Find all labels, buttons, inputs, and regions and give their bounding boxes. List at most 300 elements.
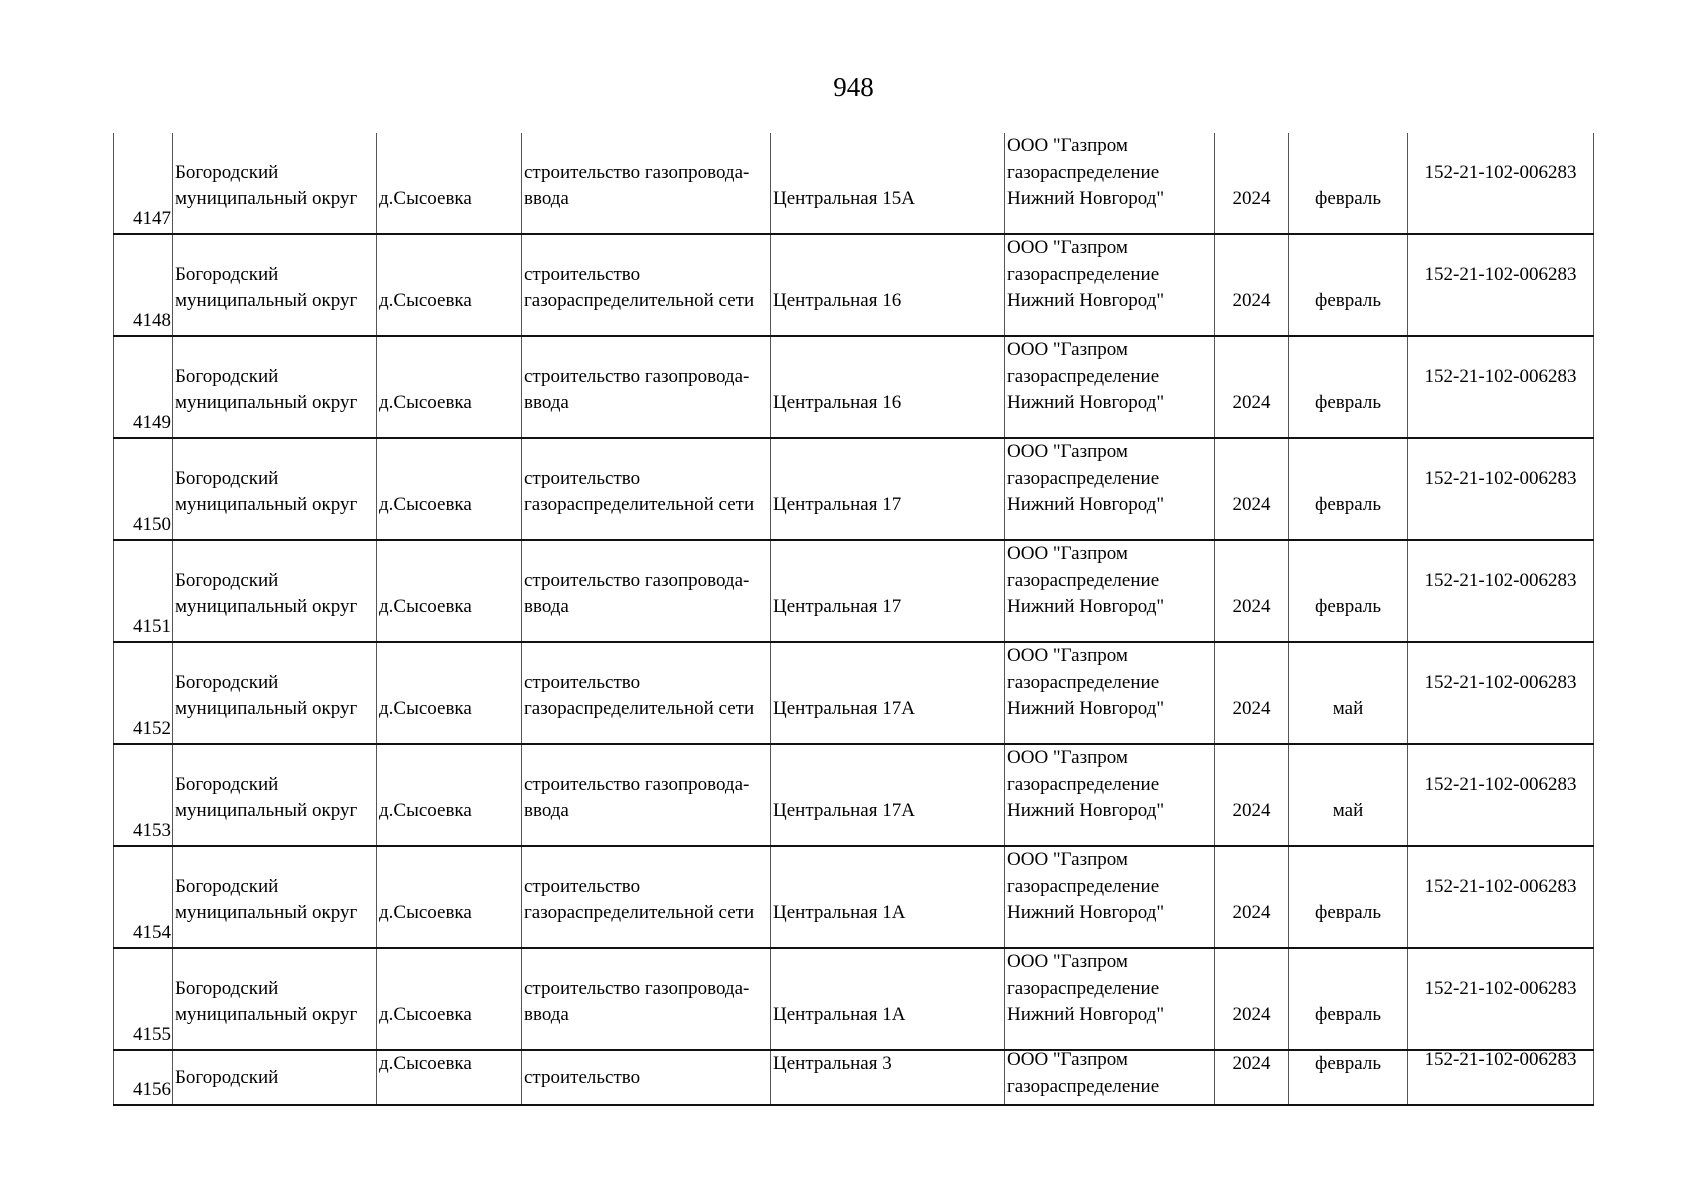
district-cell-line: Богородский bbox=[175, 263, 279, 285]
district-cell-line: муниципальный округ bbox=[175, 290, 358, 312]
code-cell-line: 152-21-102-006283 bbox=[1424, 773, 1577, 795]
street-cell-line: Центральная 15А bbox=[773, 188, 915, 210]
month-cell bbox=[1288, 235, 1407, 335]
district-cell-line: Богородский bbox=[175, 365, 279, 387]
year-cell-text bbox=[1217, 594, 1286, 621]
table-row bbox=[113, 949, 1594, 1051]
work-type-cell-line: строительство газопровода- bbox=[524, 773, 750, 795]
organization-cell bbox=[1004, 235, 1214, 335]
organization-cell-line: Нижний Новгород" bbox=[1007, 392, 1165, 414]
organization-cell-text bbox=[1007, 643, 1212, 723]
street-cell-line: Центральная 17 bbox=[773, 494, 902, 516]
month-cell-text bbox=[1291, 696, 1405, 723]
village-cell-line: д.Сысоевка bbox=[379, 698, 472, 720]
work-type-cell-text bbox=[524, 262, 768, 315]
district-cell-text bbox=[175, 772, 374, 825]
year-cell bbox=[1214, 439, 1288, 539]
code-cell bbox=[1407, 1051, 1594, 1104]
code-cell bbox=[1407, 235, 1594, 335]
row-number-text bbox=[116, 410, 171, 437]
row-number-line: 4156 bbox=[133, 1079, 171, 1101]
code-cell bbox=[1407, 745, 1594, 845]
month-cell-text bbox=[1291, 798, 1405, 825]
work-type-cell-text bbox=[524, 568, 768, 621]
code-cell-line: 152-21-102-006283 bbox=[1424, 365, 1577, 387]
work-type-cell-text bbox=[524, 670, 768, 723]
work-type-cell-line: ввода bbox=[524, 188, 569, 210]
district-cell-line: муниципальный округ bbox=[175, 800, 358, 822]
row-number-text bbox=[116, 512, 171, 539]
year-cell bbox=[1214, 949, 1288, 1049]
code-cell-text bbox=[1410, 262, 1591, 289]
work-type-cell-line: строительство bbox=[524, 671, 641, 693]
village-cell-line: д.Сысоевка bbox=[379, 800, 472, 822]
month-cell bbox=[1288, 439, 1407, 539]
street-cell-line: Центральная 3 bbox=[773, 1053, 892, 1074]
street-cell-line: Центральная 16 bbox=[773, 392, 902, 414]
district-cell-line: Богородский bbox=[175, 569, 279, 591]
organization-cell-line: Нижний Новгород" bbox=[1007, 596, 1165, 618]
row-number bbox=[113, 1051, 172, 1104]
street-cell bbox=[770, 235, 1004, 335]
code-cell-line: 152-21-102-006283 bbox=[1424, 161, 1577, 183]
year-cell bbox=[1214, 235, 1288, 335]
organization-cell-line: газораспределение bbox=[1007, 773, 1160, 795]
work-type-cell-line: ввода bbox=[524, 1004, 569, 1026]
district-cell bbox=[172, 541, 376, 641]
work-type-cell-line: строительство газопровода- bbox=[524, 365, 750, 387]
district-cell-line: муниципальный округ bbox=[175, 1004, 358, 1026]
month-cell-text bbox=[1291, 900, 1405, 927]
year-cell-text bbox=[1217, 900, 1286, 927]
district-cell-line: муниципальный округ bbox=[175, 698, 358, 720]
street-cell-line: Центральная 16 bbox=[773, 290, 902, 312]
row-number-line: 4155 bbox=[133, 1024, 171, 1046]
village-cell-line: д.Сысоевка bbox=[379, 902, 472, 924]
row-number-line: 4149 bbox=[133, 412, 171, 434]
code-cell-line: 152-21-102-006283 bbox=[1424, 467, 1577, 489]
organization-cell bbox=[1004, 949, 1214, 1049]
month-cell bbox=[1288, 643, 1407, 743]
district-cell-line: Богородский bbox=[175, 977, 279, 999]
row-number-line: 4147 bbox=[133, 208, 171, 230]
organization-cell-line: газораспределение bbox=[1007, 569, 1160, 591]
organization-cell-text bbox=[1007, 439, 1212, 519]
month-cell-line: февраль bbox=[1315, 188, 1381, 210]
district-cell-line: муниципальный округ bbox=[175, 392, 358, 414]
month-cell-text bbox=[1291, 1002, 1405, 1029]
village-cell bbox=[376, 745, 521, 845]
code-cell bbox=[1407, 643, 1594, 743]
street-cell bbox=[770, 133, 1004, 233]
district-cell-line: Богородский bbox=[175, 467, 279, 489]
work-type-cell-text bbox=[524, 364, 768, 417]
district-cell-line: Богородский bbox=[175, 773, 279, 795]
village-cell bbox=[376, 439, 521, 539]
work-type-cell bbox=[521, 337, 770, 437]
code-cell-text bbox=[1410, 160, 1591, 187]
street-cell-line: Центральная 17А bbox=[773, 698, 915, 720]
year-cell bbox=[1214, 745, 1288, 845]
year-cell bbox=[1214, 337, 1288, 437]
year-cell-text bbox=[1217, 1051, 1286, 1078]
month-cell-line: февраль bbox=[1315, 596, 1381, 618]
year-cell-line: 2024 bbox=[1232, 1004, 1271, 1026]
village-cell-text bbox=[379, 492, 519, 519]
street-cell-text bbox=[773, 696, 1002, 723]
street-cell-text bbox=[773, 288, 1002, 315]
row-number-text bbox=[116, 920, 171, 947]
district-cell-line: муниципальный округ bbox=[175, 902, 358, 924]
row-number bbox=[113, 745, 172, 845]
month-cell bbox=[1288, 541, 1407, 641]
row-number bbox=[113, 847, 172, 947]
village-cell-text bbox=[379, 594, 519, 621]
organization-cell-line: газораспределение bbox=[1007, 161, 1160, 183]
organization-cell-text bbox=[1007, 847, 1212, 927]
work-type-cell bbox=[521, 949, 770, 1049]
village-cell-line: д.Сысоевка bbox=[379, 1053, 472, 1074]
row-number-line: 4150 bbox=[133, 514, 171, 536]
row-number bbox=[113, 541, 172, 641]
district-cell-text bbox=[175, 1065, 374, 1092]
year-cell-line: 2024 bbox=[1232, 392, 1271, 414]
row-number-line: 4151 bbox=[133, 616, 171, 638]
district-cell-text bbox=[175, 976, 374, 1029]
organization-cell-line: газораспределение bbox=[1007, 365, 1160, 387]
month-cell bbox=[1288, 847, 1407, 947]
row-number-text bbox=[116, 1022, 171, 1049]
street-cell bbox=[770, 337, 1004, 437]
organization-cell-line: Нижний Новгород" bbox=[1007, 290, 1165, 312]
organization-cell-line: ООО "Газпром bbox=[1007, 849, 1128, 870]
street-cell-line: Центральная 1А bbox=[773, 902, 906, 924]
work-type-cell bbox=[521, 1051, 770, 1104]
street-cell-line: Центральная 17 bbox=[773, 596, 902, 618]
year-cell bbox=[1214, 1051, 1288, 1104]
work-type-cell-line: газораспределительной сети bbox=[524, 494, 755, 516]
organization-cell bbox=[1004, 439, 1214, 539]
month-cell-line: февраль bbox=[1315, 1004, 1381, 1026]
code-cell-text bbox=[1410, 976, 1591, 1003]
organization-cell-line: Нижний Новгород" bbox=[1007, 902, 1165, 924]
street-cell-line: Центральная 17А bbox=[773, 800, 915, 822]
month-cell bbox=[1288, 133, 1407, 233]
district-cell bbox=[172, 1051, 376, 1104]
village-cell-text bbox=[379, 390, 519, 417]
year-cell-text bbox=[1217, 390, 1286, 417]
street-cell-text bbox=[773, 492, 1002, 519]
village-cell-text bbox=[379, 288, 519, 315]
district-cell-line: Богородский bbox=[175, 161, 279, 183]
row-number bbox=[113, 235, 172, 335]
year-cell-text bbox=[1217, 798, 1286, 825]
work-type-cell-text bbox=[524, 160, 768, 213]
village-cell-line: д.Сысоевка bbox=[379, 596, 472, 618]
work-type-cell-line: строительство bbox=[524, 467, 641, 489]
street-cell bbox=[770, 541, 1004, 641]
row-number-line: 4153 bbox=[133, 820, 171, 842]
year-cell-text bbox=[1217, 1002, 1286, 1029]
row-number bbox=[113, 439, 172, 539]
row-number bbox=[113, 337, 172, 437]
organization-cell bbox=[1004, 1051, 1214, 1104]
work-type-cell-line: газораспределительной сети bbox=[524, 290, 755, 312]
year-cell bbox=[1214, 133, 1288, 233]
street-cell bbox=[770, 949, 1004, 1049]
organization-cell-text bbox=[1007, 541, 1212, 621]
row-number-line: 4152 bbox=[133, 718, 171, 740]
row-number bbox=[113, 133, 172, 233]
table-row bbox=[113, 1051, 1594, 1106]
street-cell-line: Центральная 1А bbox=[773, 1004, 906, 1026]
work-type-cell-line: строительство bbox=[524, 263, 641, 285]
row-number-text bbox=[116, 206, 171, 233]
street-cell-text bbox=[773, 1051, 1002, 1078]
work-type-cell bbox=[521, 745, 770, 845]
district-cell bbox=[172, 133, 376, 233]
village-cell-text bbox=[379, 186, 519, 213]
year-cell-line: 2024 bbox=[1232, 902, 1271, 924]
table-row bbox=[113, 133, 1594, 235]
month-cell-line: февраль bbox=[1315, 392, 1381, 414]
organization-cell-line: газораспределение bbox=[1007, 1075, 1160, 1097]
organization-cell-line: газораспределение bbox=[1007, 977, 1160, 999]
code-cell-text bbox=[1410, 670, 1591, 697]
month-cell-line: февраль bbox=[1315, 494, 1381, 516]
table-row bbox=[113, 439, 1594, 541]
district-cell-line: Богородский bbox=[175, 875, 279, 897]
organization-cell-line: Нижний Новгород" bbox=[1007, 188, 1165, 210]
street-cell-text bbox=[773, 900, 1002, 927]
year-cell bbox=[1214, 643, 1288, 743]
row-number-text bbox=[116, 818, 171, 845]
organization-cell-line: ООО "Газпром bbox=[1007, 441, 1128, 462]
work-type-cell bbox=[521, 643, 770, 743]
month-cell-text bbox=[1291, 492, 1405, 519]
organization-cell-line: ООО "Газпром bbox=[1007, 339, 1128, 360]
organization-cell-line: газораспределение bbox=[1007, 875, 1160, 897]
code-cell bbox=[1407, 847, 1594, 947]
village-cell bbox=[376, 1051, 521, 1104]
code-cell bbox=[1407, 337, 1594, 437]
organization-cell-text bbox=[1007, 337, 1212, 417]
organization-cell-line: ООО "Газпром bbox=[1007, 543, 1128, 564]
work-type-cell-line: строительство bbox=[524, 875, 641, 897]
village-cell-line: д.Сысоевка bbox=[379, 188, 472, 210]
table-row bbox=[113, 643, 1594, 745]
table-row bbox=[113, 337, 1594, 439]
code-cell-text bbox=[1410, 874, 1591, 901]
organization-cell-line: ООО "Газпром bbox=[1007, 747, 1128, 768]
district-cell-line: Богородский bbox=[175, 671, 279, 693]
organization-cell-text bbox=[1007, 745, 1212, 825]
year-cell-line: 2024 bbox=[1232, 188, 1271, 210]
table-row bbox=[113, 541, 1594, 643]
organization-cell bbox=[1004, 643, 1214, 743]
month-cell-text bbox=[1291, 594, 1405, 621]
district-cell bbox=[172, 745, 376, 845]
table-row bbox=[113, 745, 1594, 847]
organization-cell-line: ООО "Газпром bbox=[1007, 237, 1128, 258]
organization-cell-line: ООО "Газпром bbox=[1007, 1051, 1128, 1070]
organization-cell-text bbox=[1007, 1051, 1212, 1100]
year-cell-line: 2024 bbox=[1232, 698, 1271, 720]
code-cell bbox=[1407, 439, 1594, 539]
month-cell-line: май bbox=[1332, 698, 1364, 720]
village-cell-line: д.Сысоевка bbox=[379, 494, 472, 516]
row-number-text bbox=[116, 716, 171, 743]
work-type-cell-line: газораспределительной сети bbox=[524, 902, 755, 924]
village-cell bbox=[376, 643, 521, 743]
code-cell-text bbox=[1410, 466, 1591, 493]
organization-cell-line: Нижний Новгород" bbox=[1007, 494, 1165, 516]
organization-cell bbox=[1004, 133, 1214, 233]
table-row bbox=[113, 235, 1594, 337]
work-type-cell bbox=[521, 439, 770, 539]
organization-cell-line: Нижний Новгород" bbox=[1007, 1004, 1165, 1026]
district-cell-line: муниципальный округ bbox=[175, 596, 358, 618]
village-cell-text bbox=[379, 900, 519, 927]
work-type-cell bbox=[521, 541, 770, 641]
work-type-cell-line: строительство газопровода- bbox=[524, 977, 750, 999]
month-cell-line: май bbox=[1332, 800, 1364, 822]
organization-cell bbox=[1004, 745, 1214, 845]
organization-cell-text bbox=[1007, 949, 1212, 1029]
work-type-cell bbox=[521, 133, 770, 233]
work-type-cell-text bbox=[524, 1065, 768, 1092]
work-type-cell-line: строительство газопровода- bbox=[524, 161, 750, 183]
district-cell-text bbox=[175, 160, 374, 213]
village-cell bbox=[376, 235, 521, 335]
village-cell-line: д.Сысоевка bbox=[379, 1004, 472, 1026]
year-cell-line: 2024 bbox=[1232, 1053, 1271, 1074]
data-table bbox=[113, 133, 1594, 1106]
code-cell-line: 152-21-102-006283 bbox=[1424, 1051, 1577, 1070]
street-cell bbox=[770, 745, 1004, 845]
street-cell bbox=[770, 847, 1004, 947]
work-type-cell-text bbox=[524, 874, 768, 927]
district-cell bbox=[172, 337, 376, 437]
code-cell-text bbox=[1410, 772, 1591, 799]
village-cell bbox=[376, 541, 521, 641]
organization-cell bbox=[1004, 847, 1214, 947]
work-type-cell-line: строительство bbox=[524, 1067, 641, 1088]
year-cell-text bbox=[1217, 492, 1286, 519]
street-cell-text bbox=[773, 1002, 1002, 1029]
year-cell-line: 2024 bbox=[1232, 596, 1271, 618]
street-cell bbox=[770, 643, 1004, 743]
organization-cell-line: Нижний Новгород" bbox=[1007, 800, 1165, 822]
row-number bbox=[113, 949, 172, 1049]
month-cell bbox=[1288, 745, 1407, 845]
street-cell-text bbox=[773, 186, 1002, 213]
code-cell-line: 152-21-102-006283 bbox=[1424, 569, 1577, 591]
work-type-cell-text bbox=[524, 976, 768, 1029]
district-cell-text bbox=[175, 262, 374, 315]
street-cell bbox=[770, 439, 1004, 539]
village-cell-line: д.Сысоевка bbox=[379, 290, 472, 312]
month-cell-line: февраль bbox=[1315, 290, 1381, 312]
month-cell bbox=[1288, 1051, 1407, 1104]
month-cell bbox=[1288, 949, 1407, 1049]
table-row bbox=[113, 847, 1594, 949]
district-cell-text bbox=[175, 670, 374, 723]
code-cell-line: 152-21-102-006283 bbox=[1424, 671, 1577, 693]
row-number-text bbox=[116, 614, 171, 641]
village-cell bbox=[376, 847, 521, 947]
code-cell bbox=[1407, 541, 1594, 641]
village-cell-text bbox=[379, 798, 519, 825]
village-cell-text bbox=[379, 1002, 519, 1029]
organization-cell-line: газораспределение bbox=[1007, 467, 1160, 489]
district-cell bbox=[172, 439, 376, 539]
district-cell bbox=[172, 643, 376, 743]
code-cell-text bbox=[1410, 1051, 1591, 1074]
organization-cell-line: ООО "Газпром bbox=[1007, 951, 1128, 972]
street-cell bbox=[770, 1051, 1004, 1104]
month-cell bbox=[1288, 337, 1407, 437]
village-cell-text bbox=[379, 696, 519, 723]
code-cell-text bbox=[1410, 568, 1591, 595]
month-cell-line: февраль bbox=[1315, 1053, 1381, 1074]
year-cell-text bbox=[1217, 186, 1286, 213]
organization-cell-line: газораспределение bbox=[1007, 263, 1160, 285]
organization-cell-line: газораспределение bbox=[1007, 671, 1160, 693]
month-cell-text bbox=[1291, 186, 1405, 213]
district-cell bbox=[172, 235, 376, 335]
year-cell bbox=[1214, 847, 1288, 947]
code-cell-line: 152-21-102-006283 bbox=[1424, 977, 1577, 999]
work-type-cell-text bbox=[524, 466, 768, 519]
work-type-cell bbox=[521, 847, 770, 947]
street-cell-text bbox=[773, 594, 1002, 621]
organization-cell-line: ООО "Газпром bbox=[1007, 645, 1128, 666]
village-cell-text bbox=[379, 1051, 519, 1078]
code-cell bbox=[1407, 133, 1594, 233]
row-number-text bbox=[116, 308, 171, 335]
month-cell-text bbox=[1291, 390, 1405, 417]
page-number: 948 bbox=[833, 72, 874, 102]
year-cell-line: 2024 bbox=[1232, 494, 1271, 516]
code-cell-text bbox=[1410, 364, 1591, 391]
work-type-cell-line: газораспределительной сети bbox=[524, 698, 755, 720]
district-cell bbox=[172, 847, 376, 947]
village-cell bbox=[376, 133, 521, 233]
work-type-cell-text bbox=[524, 772, 768, 825]
village-cell bbox=[376, 949, 521, 1049]
district-cell-text bbox=[175, 568, 374, 621]
organization-cell bbox=[1004, 541, 1214, 641]
organization-cell-text bbox=[1007, 235, 1212, 315]
month-cell-text bbox=[1291, 288, 1405, 315]
year-cell-text bbox=[1217, 288, 1286, 315]
row-number-text bbox=[116, 1077, 171, 1104]
code-cell-line: 152-21-102-006283 bbox=[1424, 875, 1577, 897]
code-cell-line: 152-21-102-006283 bbox=[1424, 263, 1577, 285]
row-number-line: 4148 bbox=[133, 310, 171, 332]
work-type-cell bbox=[521, 235, 770, 335]
street-cell-text bbox=[773, 798, 1002, 825]
month-cell-text bbox=[1291, 1051, 1405, 1078]
village-cell-line: д.Сысоевка bbox=[379, 392, 472, 414]
work-type-cell-line: ввода bbox=[524, 392, 569, 414]
organization-cell bbox=[1004, 337, 1214, 437]
row-number bbox=[113, 643, 172, 743]
district-cell-line: муниципальный округ bbox=[175, 188, 358, 210]
code-cell bbox=[1407, 949, 1594, 1049]
work-type-cell-line: строительство газопровода- bbox=[524, 569, 750, 591]
